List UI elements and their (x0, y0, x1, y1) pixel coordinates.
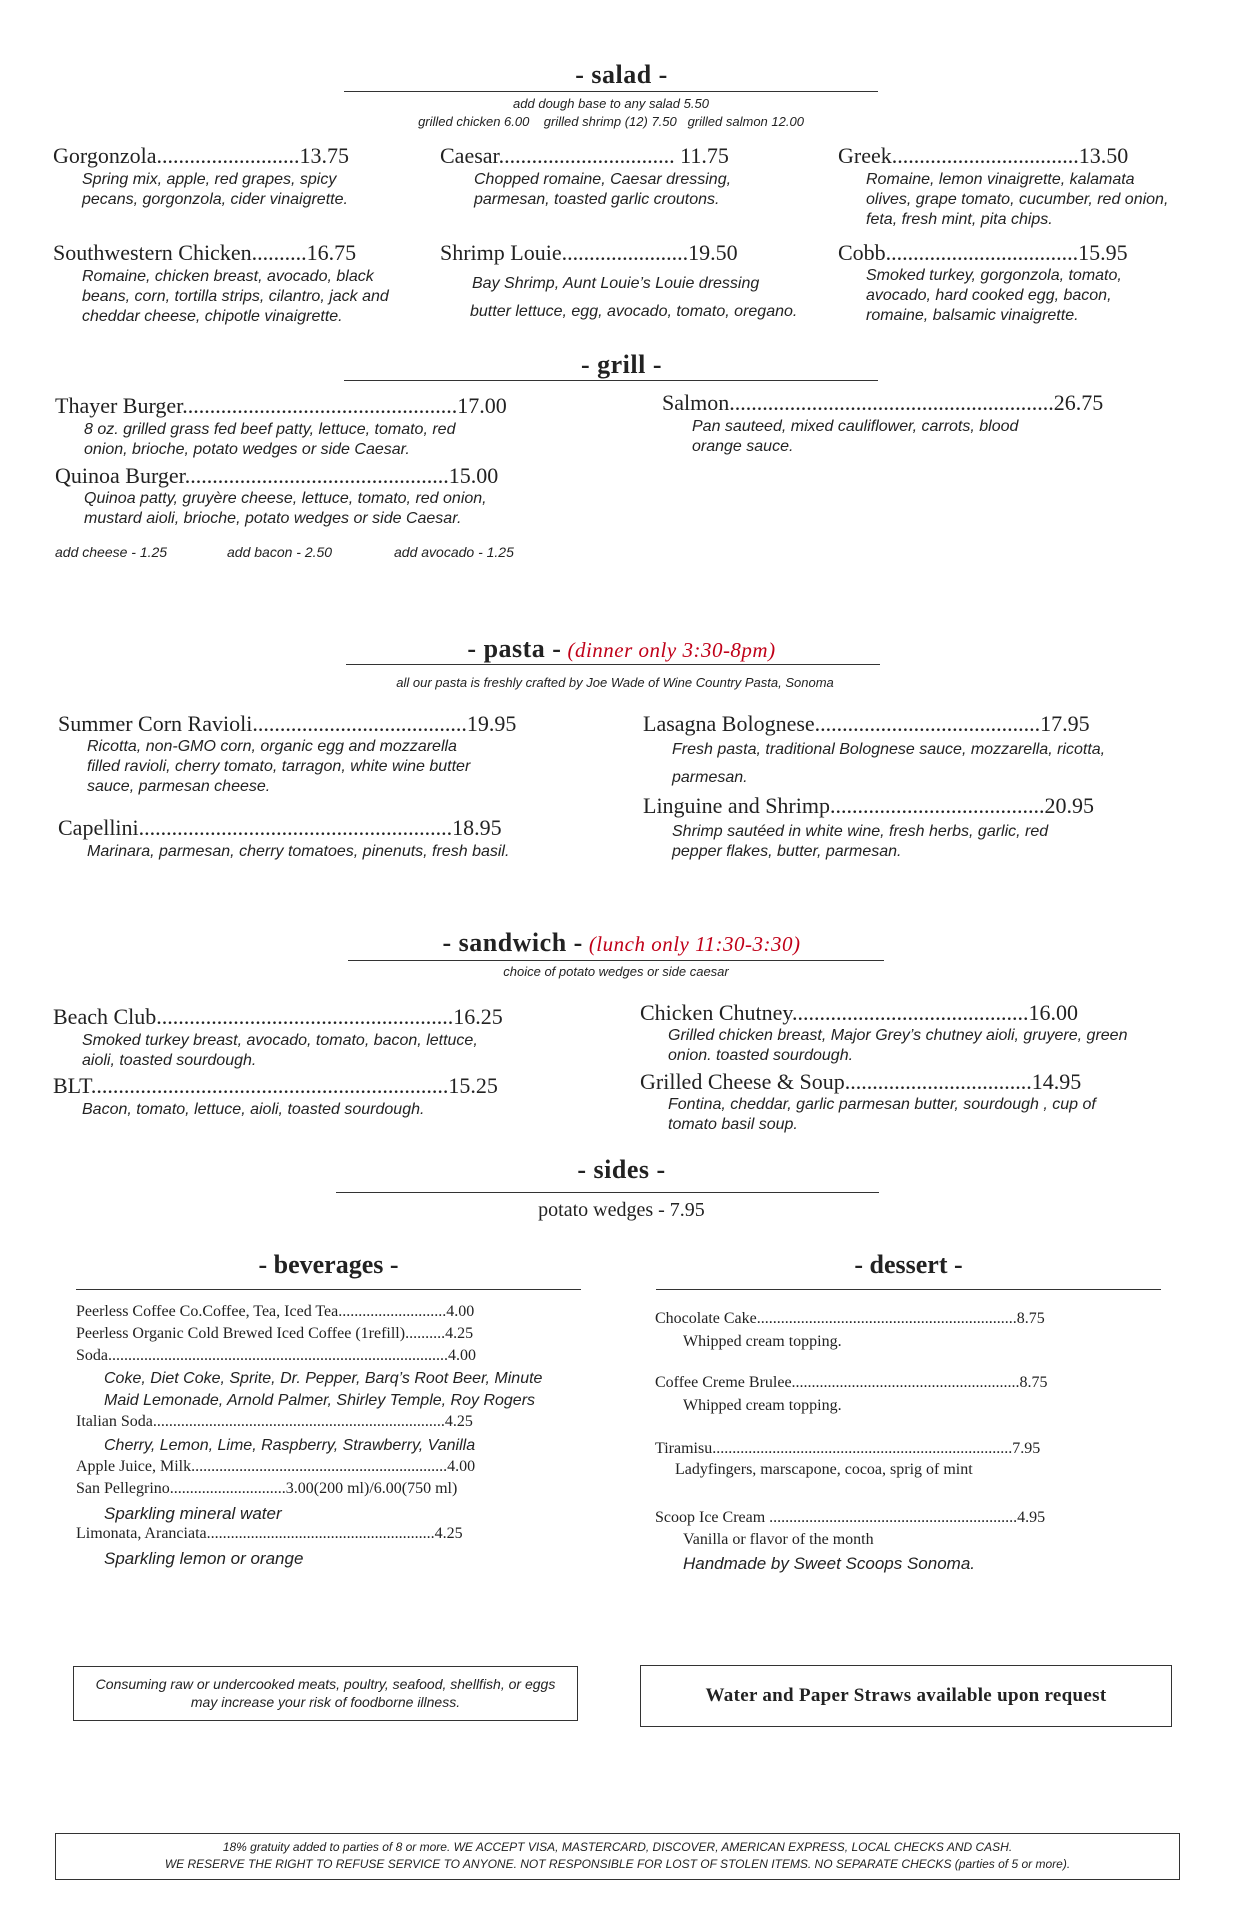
pasta-lasagna-desc-1: Fresh pasta, traditional Bolognese sauce, mozzarella, ricotta, (672, 741, 1106, 758)
dessert-chocolate-cake-name: Chocolate Cake.................................................................8.75 (655, 1310, 1045, 1327)
footer-policy-box (55, 1833, 1180, 1880)
pasta-capellini-desc: Marinara, parmesan, cherry tomatoes, pinenuts, fresh basil. (87, 843, 510, 860)
beverage-limonata-desc: Sparkling lemon or orange (104, 1549, 304, 1568)
beverage-cold-brew: Peerless Organic Cold Brewed Iced Coffee (1refill)..........4.25 (76, 1325, 474, 1342)
dessert-creme-brulee-desc: Whipped cream topping. (683, 1397, 842, 1414)
dessert-heading: - dessert - (854, 1250, 963, 1279)
beverage-san-pellegrino-desc: Sparkling mineral water (104, 1504, 282, 1523)
dessert-ice-cream-desc: Vanilla or flavor of the month (683, 1531, 874, 1548)
sandwich-chicken-chutney-desc: Grilled chicken breast, Major Grey’s chutney aioli, gruyere, green onion. toasted sourdough. (668, 1027, 1128, 1064)
sandwich-grilled-cheese-desc: Fontina, cheddar, garlic parmesan butter, sourdough , cup of tomato basil soup. (668, 1096, 1096, 1133)
pasta-subtitle: all our pasta is freshly crafted by Joe Wade of Wine Country Pasta, Sonoma (396, 675, 834, 690)
grill-addon-avocado: add avocado - 1.25 (394, 544, 514, 560)
salad-addon-proteins: grilled chicken 6.00 grilled shrimp (12) 7.50 grilled salmon 12.00 (418, 114, 804, 129)
salad-gorgonzola-desc: Spring mix, apple, red grapes, spicy pecans, gorgonzola, cider vinaigrette. (82, 171, 348, 208)
grill-salmon-name: Salmon...........................................................26.75 (662, 390, 1104, 415)
pasta-linguine-desc: Shrimp sautéed in white wine, fresh herbs, garlic, red pepper flakes, butter, parmesan. (672, 823, 1049, 860)
dessert-ice-cream-maker: Handmade by Sweet Scoops Sonoma. (683, 1554, 976, 1573)
grill-salmon-desc: Pan sauteed, mixed cauliflower, carrots, blood orange sauce. (692, 418, 1019, 455)
dessert-ice-cream-name: Scoop Ice Cream ..............................................................4.95 (655, 1509, 1046, 1526)
beverage-juice-milk: Apple Juice, Milk................................................................4.00 (76, 1458, 476, 1475)
pasta-hours-note: (dinner only 3:30-8pm) (567, 638, 776, 662)
salad-southwestern-name: Southwestern Chicken..........16.75 (53, 240, 357, 265)
pasta-ravioli-desc: Ricotta, non-GMO corn, organic egg and mozzarella filled ravioli, cherry tomato, tarragon, white wine butter sauce, parmesan cheese. (87, 738, 471, 795)
beverages-divider (76, 1289, 581, 1290)
dessert-divider (656, 1289, 1161, 1290)
pasta-linguine-name: Linguine and Shrimp.......................................20.95 (643, 793, 1094, 818)
salad-shrimp-louie-name: Shrimp Louie.......................19.50 (440, 240, 738, 265)
salad-divider (344, 91, 878, 92)
grill-thayer-burger-desc: 8 oz. grilled grass fed beef patty, lettuce, tomato, red onion, brioche, potato wedges or side Caesar. (84, 421, 456, 458)
sandwich-chicken-chutney-name: Chicken Chutney...........................................16.00 (640, 1000, 1078, 1025)
salad-caesar-name: Caesar................................ 11.75 (440, 143, 729, 168)
grill-divider (344, 380, 878, 381)
grill-addon-cheese: add cheese - 1.25 (55, 544, 168, 560)
salad-heading: - salad - (575, 60, 668, 89)
grill-quinoa-burger-name: Quinoa Burger................................................15.00 (55, 463, 499, 488)
straws-notice-text: Water and Paper Straws available upon request (705, 1685, 1107, 1706)
sandwich-subtitle: choice of potato wedges or side caesar (503, 964, 729, 979)
grill-thayer-burger-name: Thayer Burger..................................................17.00 (55, 393, 507, 418)
salad-addon-dough: add dough base to any salad 5.50 (513, 96, 709, 111)
salad-southwestern-desc: Romaine, chicken breast, avocado, black beans, corn, tortilla strips, cilantro, jack and cheddar cheese, chipotle vinaigrette. (82, 268, 389, 325)
sandwich-heading (0, 928, 1243, 958)
pasta-heading (0, 634, 1243, 664)
beverage-italian-soda-desc: Cherry, Lemon, Lime, Raspberry, Strawberry, Vanilla (104, 1437, 476, 1454)
sandwich-blt-desc: Bacon, tomato, lettuce, aioli, toasted sourdough. (82, 1101, 425, 1118)
beverage-soda: Soda.....................................................................................4.00 (76, 1347, 476, 1364)
salad-greek-desc: Romaine, lemon vinaigrette, kalamata olives, grape tomato, cucumber, red onion, feta, fresh mint, pita chips. (866, 171, 1169, 228)
dessert-chocolate-cake-desc: Whipped cream topping. (683, 1333, 842, 1350)
grill-quinoa-burger-desc: Quinoa patty, gruyère cheese, lettuce, tomato, red onion, mustard aioli, brioche, potato wedges or side Caesar. (84, 490, 487, 527)
dessert-tiramisu-desc: Ladyfingers, marscapone, cocoa, sprig of mint (675, 1461, 973, 1478)
grill-addon-bacon: add bacon - 2.50 (227, 544, 333, 560)
pasta-divider (346, 664, 880, 665)
footer-policy-line-2: WE RESERVE THE RIGHT TO REFUSE SERVICE TO ANYONE. NOT RESPONSIBLE FOR LOST OF STOLEN ITEMS. NO SEPARATE CHECKS (parties of 5 or more). (164, 1857, 1071, 1871)
salad-cobb-desc: Smoked turkey, gorgonzola, tomato, avocado, hard cooked egg, bacon, romaine, balsamic vinaigrette. (866, 267, 1122, 324)
pasta-ravioli-name: Summer Corn Ravioli.......................................19.95 (58, 711, 517, 736)
pasta-lasagna-name: Lasagna Bolognese.........................................17.95 (643, 711, 1090, 736)
sandwich-title: - sandwich - (442, 928, 583, 957)
sides-potato-wedges: potato wedges - 7.95 (538, 1199, 705, 1221)
beverage-san-pellegrino: San Pellegrino.............................3.00(200 ml)/6.00(750 ml) (76, 1480, 458, 1497)
beverage-italian-soda: Italian Soda.........................................................................4.25 (76, 1413, 473, 1430)
straws-notice-box (640, 1665, 1172, 1727)
sandwich-divider (348, 960, 884, 961)
pasta-capellini-name: Capellini.........................................................18.95 (58, 815, 502, 840)
salad-shrimp-louie-desc-2: butter lettuce, egg, avocado, tomato, oregano. (470, 303, 798, 320)
pasta-title: - pasta - (467, 634, 562, 663)
sandwich-beach-club-desc: Smoked turkey breast, avocado, tomato, bacon, lettuce, aioli, toasted sourdough. (82, 1032, 478, 1069)
beverage-limonata: Limonata, Aranciata.........................................................4.25 (76, 1525, 463, 1542)
beverage-coffee: Peerless Coffee Co.Coffee, Tea, Iced Tea...........................4.00 (76, 1303, 475, 1320)
beverages-heading: - beverages - (258, 1250, 399, 1279)
sandwich-beach-club-name: Beach Club......................................................16.25 (53, 1004, 503, 1029)
pasta-lasagna-desc-2: parmesan. (672, 769, 748, 786)
footer-policy-line-1: 18% gratuity added to parties of 8 or more. WE ACCEPT VISA, MASTERCARD, DISCOVER, AMERICAN EXPRESS, LOCAL CHECKS AND CASH. (222, 1840, 1013, 1854)
salad-caesar-desc: Chopped romaine, Caesar dressing, parmesan, toasted garlic croutons. (474, 171, 732, 208)
sides-divider (336, 1192, 879, 1193)
foodborne-warning-box (73, 1666, 578, 1721)
sandwich-hours-note: (lunch only 11:30-3:30) (588, 932, 801, 956)
sides-heading: - sides - (577, 1155, 666, 1184)
salad-shrimp-louie-desc-1: Bay Shrimp, Aunt Louie’s Louie dressing (472, 275, 760, 292)
foodborne-warning-text: Consuming raw or undercooked meats, poultry, seafood, shellfish, or eggs may increase your risk of foodborne illness. (95, 1676, 556, 1710)
beverage-soda-desc: Coke, Diet Coke, Sprite, Dr. Pepper, Barq’s Root Beer, Minute Maid Lemonade, Arnold Palmer, Shirley Temple, Roy Rogers (104, 1370, 543, 1409)
sandwich-grilled-cheese-name: Grilled Cheese & Soup..................................14.95 (640, 1069, 1082, 1094)
salad-greek-name: Greek..................................13.50 (838, 143, 1129, 168)
dessert-tiramisu-name: Tiramisu...........................................................................7.95 (655, 1440, 1041, 1457)
salad-gorgonzola-name: Gorgonzola..........................13.75 (53, 143, 349, 168)
grill-heading: - grill - (580, 350, 663, 379)
sandwich-blt-name: BLT.................................................................15.25 (53, 1073, 498, 1098)
salad-cobb-name: Cobb...................................15.95 (838, 240, 1128, 265)
dessert-creme-brulee-name: Coffee Creme Brulee.........................................................8.75 (655, 1374, 1048, 1391)
